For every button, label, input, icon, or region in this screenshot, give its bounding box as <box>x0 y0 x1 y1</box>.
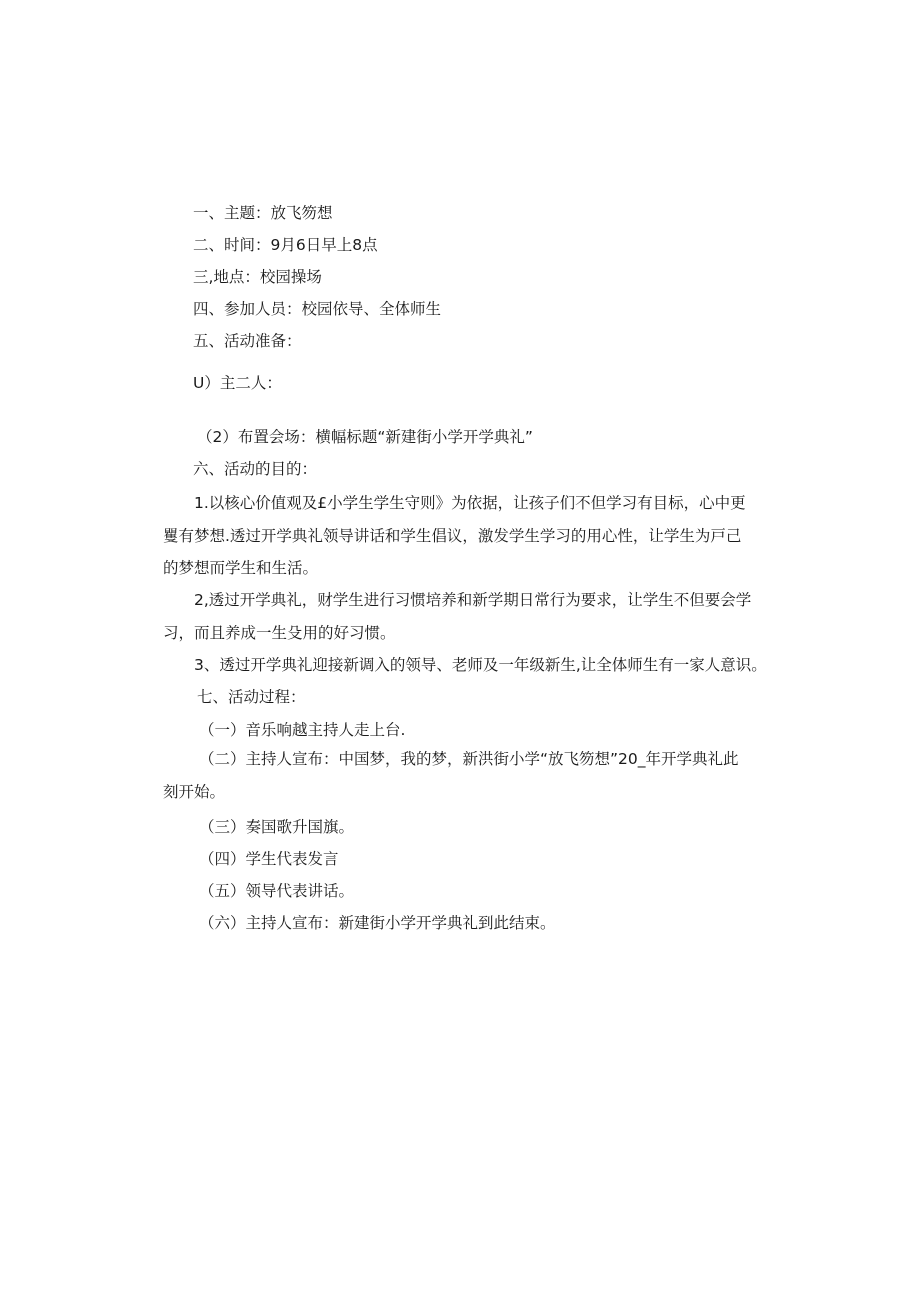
preparation-heading: 五、活动准备： <box>193 332 302 350</box>
process-heading: 七、活动过程： <box>197 688 306 706</box>
prep-item-2: （2）布置会场：横幅标题“新建街小学开学典礼” <box>197 428 533 446</box>
purpose-paragraph-3: 3、透过开学典礼迎接新调入的领导、老师及一年级新生,让全体师生有一家人意识。 <box>194 656 767 674</box>
prep-item-1: U）主二人： <box>193 374 282 392</box>
participants-line: 四、参加人员：校园依导、全体师生 <box>193 300 442 318</box>
process-step-3: （三）奏国歌升国旗。 <box>199 818 355 836</box>
purpose-paragraph-1: 1.以核心价值观及£小学生学生守则》为依据，让孩子们不但学习有目标，心中更矍有梦想.透过开学典礼领导讲话和学生倡议，激发学生学习的用心性，让学生为戸己的梦想而学生和生活。 <box>163 494 746 577</box>
process-step-2: （二）主持人宣布：中国梦，我的梦，新洪街小学“放飞笏想”20_年开学典礼此刻开始。 <box>163 750 739 801</box>
process-step-6: （六）主持人宣布：新建街小学开学典礼到此结束。 <box>199 914 556 932</box>
theme-line: 一、主题：放飞笏想 <box>193 204 333 222</box>
purpose-heading: 六、活动的目的： <box>193 460 318 478</box>
purpose-paragraph-2: 2,透过开学典礼，财学生进行习惯培养和新学期日常行为要求，让学生不但要会学习，而且养成一生殳用的好习惯。 <box>163 591 752 642</box>
process-step-5: （五）领导代表讲话。 <box>199 882 355 900</box>
process-step-4: （四）学生代表发言 <box>199 850 339 868</box>
time-line: 二、时间：9月6日早上8点 <box>193 236 378 254</box>
process-step-1: （一）音乐响越主持人走上台. <box>199 721 406 739</box>
place-line: 三,地点：校园操场 <box>193 268 322 286</box>
